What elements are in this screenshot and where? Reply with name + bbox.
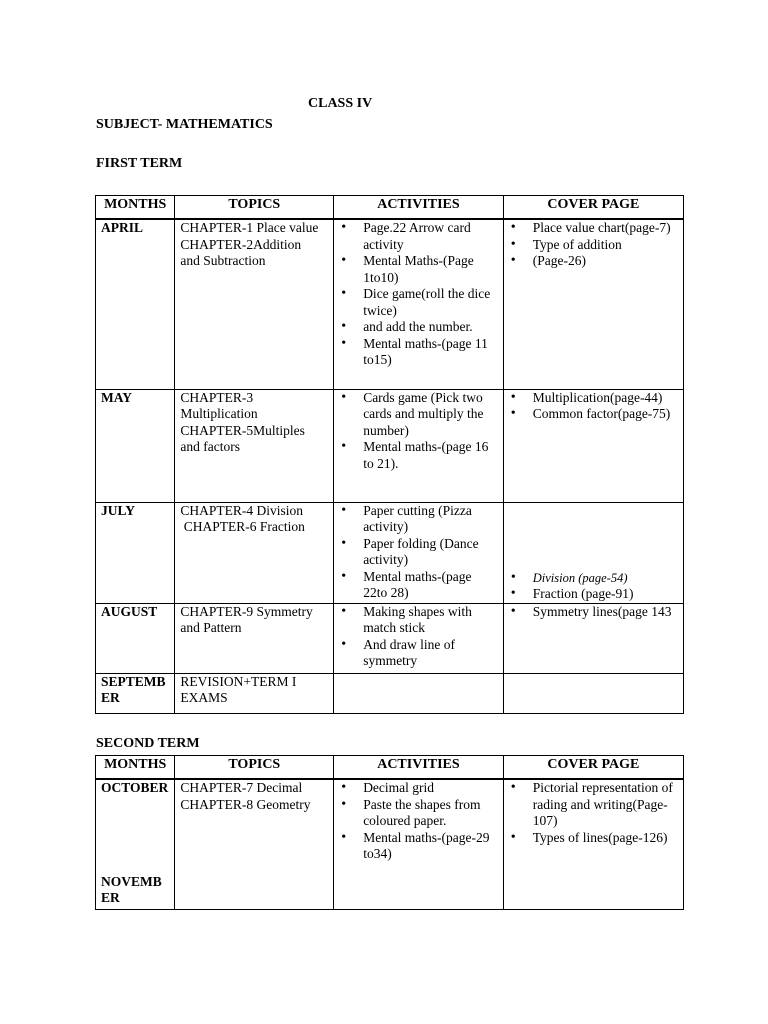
second-term-table [95, 755, 684, 910]
table-row [96, 219, 684, 389]
subject-heading: SUBJECT- MATHEMATICS [96, 117, 273, 132]
topics-cell [175, 779, 334, 909]
list-item: • Mental maths-(page 11 to15) [339, 336, 498, 369]
table-row [96, 673, 684, 713]
month-label: OCTOBER [101, 780, 169, 795]
month-cell: APRIL [96, 219, 175, 389]
topics-cell [175, 502, 334, 603]
month-cell: JULY [96, 502, 175, 603]
list-item: • Paste the shapes from coloured paper. [339, 797, 498, 830]
table-header-row [96, 196, 684, 220]
topics-cell [175, 219, 334, 389]
list-item: • Making shapes with match stick [339, 604, 498, 637]
topic-line: CHAPTER-9 Symmetry [180, 603, 313, 619]
month-cell [96, 779, 175, 909]
col-header-topics: TOPICS [175, 756, 334, 780]
table-row [96, 502, 684, 603]
activities-cell [334, 219, 504, 389]
activities-cell [334, 673, 504, 713]
second-term-heading: SECOND TERM [96, 736, 200, 751]
list-item: • Symmetry lines(page 143 [509, 604, 678, 621]
col-header-cover-page: COVER PAGE [503, 756, 683, 780]
list-item: • Pictorial representation of rading and writing(Page-107) [509, 780, 678, 830]
month-cell: MAY [96, 389, 175, 502]
list-item: • Mental Maths-(Page 1to10) [339, 253, 498, 286]
col-header-activities: ACTIVITIES [334, 196, 504, 220]
cover-page-cell [503, 779, 683, 909]
cover-page-cell [503, 219, 683, 389]
list-item: • And draw line of symmetry [339, 637, 498, 670]
table-row [96, 389, 684, 502]
col-header-cover-page: COVER PAGE [503, 196, 683, 220]
topic-line: CHAPTER-5Multiples [180, 422, 305, 438]
topic-line: and Pattern [180, 620, 242, 635]
col-header-months: MONTHS [96, 196, 175, 220]
activities-cell [334, 603, 504, 673]
table-header-row [96, 756, 684, 780]
col-header-topics: TOPICS [175, 196, 334, 220]
topic-line: CHAPTER-3 [180, 389, 254, 405]
cover-page-cell [503, 603, 683, 673]
list-item: • Fraction (page-91) [509, 586, 678, 603]
first-term-table [95, 195, 684, 714]
topic-line: CHAPTER-2Addition [180, 236, 302, 252]
topic-line: and factors [180, 439, 240, 454]
topic-line: CHAPTER-6 Fraction [180, 519, 305, 534]
cover-page-cell [503, 502, 683, 603]
list-item: • Paper cutting (Pizza activity) [339, 503, 498, 536]
topics-cell [175, 603, 334, 673]
month-cell: AUGUST [96, 603, 175, 673]
topic-line: CHAPTER-7 Decimal [180, 780, 303, 795]
class-title: CLASS IV [308, 96, 373, 111]
list-item: • Division (page-54) [509, 570, 678, 587]
list-item: • Place value chart(page-7) [509, 220, 678, 237]
month-gap [101, 797, 169, 874]
list-item: • Type of addition [509, 237, 678, 254]
month-label: NOVEMBER [101, 873, 162, 905]
topic-line: REVISION+TERM I [180, 673, 297, 689]
col-header-activities: ACTIVITIES [334, 756, 504, 780]
list-item: • Decimal grid [339, 780, 498, 797]
cover-page-cell [503, 673, 683, 713]
list-item: • Page.22 Arrow card activity [339, 220, 498, 253]
activities-cell [334, 779, 504, 909]
list-item: • Mental maths-(page-29 to34) [339, 830, 498, 863]
list-item: • Mental maths-(page 22to 28) [339, 569, 498, 602]
list-item: • Paper folding (Dance activity) [339, 536, 498, 569]
topic-line: CHAPTER-4 Division [180, 502, 304, 518]
topic-line: Multiplication [180, 406, 258, 421]
list-item: • (Page-26) [509, 253, 678, 270]
topic-line: CHAPTER-8 Geometry [180, 796, 311, 812]
list-item: • Mental maths-(page 16 to 21). [339, 439, 498, 472]
cover-page-cell [503, 389, 683, 502]
topic-line: and Subtraction [180, 253, 266, 268]
topic-line: CHAPTER-1 Place value [180, 220, 319, 235]
activities-cell [334, 502, 504, 603]
topics-cell [175, 673, 334, 713]
topic-line: EXAMS [180, 690, 228, 705]
table-row [96, 603, 684, 673]
activities-cell [334, 389, 504, 502]
month-cell: SEPTEMBER [96, 673, 175, 713]
list-item: • and add the number. [339, 319, 498, 336]
topics-cell [175, 389, 334, 502]
first-term-heading: FIRST TERM [96, 156, 183, 171]
list-item: • Multiplication(page-44) [509, 390, 678, 407]
list-item: • Types of lines(page-126) [509, 830, 678, 847]
list-item: • Dice game(roll the dice twice) [339, 286, 498, 319]
list-item: • Cards game (Pick two cards and multiply the number) [339, 390, 498, 440]
col-header-months: MONTHS [96, 756, 175, 780]
list-item: • Common factor(page-75) [509, 406, 678, 423]
table-row [96, 779, 684, 909]
